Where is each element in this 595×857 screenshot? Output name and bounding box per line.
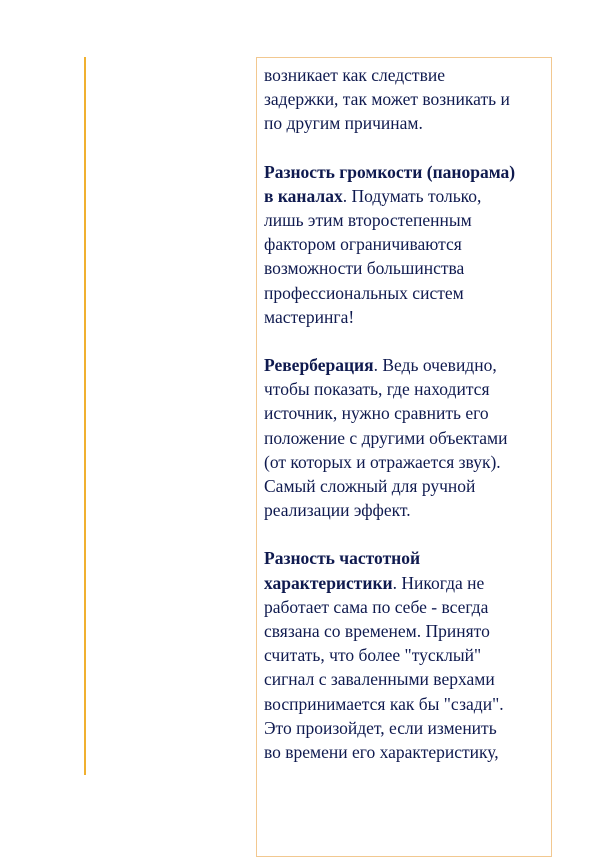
text-line: возможности большинства [264,258,465,279]
text-line: Самый сложный для ручной [264,476,476,497]
text-line: считать, что более "тусклый" [264,645,482,666]
text-line: фактором ограничиваются [264,234,462,255]
paragraph-loudness-difference [264,160,551,329]
text-line: реализации эффект. [264,500,411,521]
term-heading: в каналах [264,185,343,206]
paragraph-reverberation [264,353,551,522]
term-heading: Разность громкости (панорама) [264,161,516,182]
text-line: по другим причинам. [264,113,423,134]
text-line: работает сама по себе - всегда [264,596,489,617]
term-heading: Разность частотной [264,548,421,569]
text-line: (от которых и отражается звук). [264,451,501,472]
left-margin-rule [84,57,86,775]
text-line: источник, нужно сравнить его [264,403,489,424]
text-column [256,57,552,857]
text-line [264,546,551,570]
text-line: возникает как следствие [264,65,445,85]
paragraph-continuation [264,63,551,136]
text-line: положение с другими объектами [264,427,508,448]
text-line: профессиональных систем [264,282,464,303]
text-line: сигнал с заваленными верхами [264,669,495,690]
text-line: мастеринга! [264,306,355,327]
text-line [264,160,551,184]
text-line: лишь этим второстепенным [264,210,472,231]
text-line: задержки, так может возникать и [264,89,510,110]
paragraph-frequency-response [264,546,551,764]
text-line: во времени его характеристику, [264,742,499,763]
text-line: чтобы показать, где находится [264,379,490,400]
text-line: связана со временем. Принято [264,621,490,642]
text-line: в каналах. Подумать только, [264,185,482,206]
term-heading: Реверберация [264,355,374,376]
text-line: Реверберация. Ведь очевидно, [264,355,497,376]
text-line: характеристики. Никогда не [264,572,485,593]
text-line: воспринимается как бы "сзади". [264,693,504,714]
text-line: Это произойдет, если изменить [264,717,497,738]
term-heading: характеристики [264,572,393,593]
